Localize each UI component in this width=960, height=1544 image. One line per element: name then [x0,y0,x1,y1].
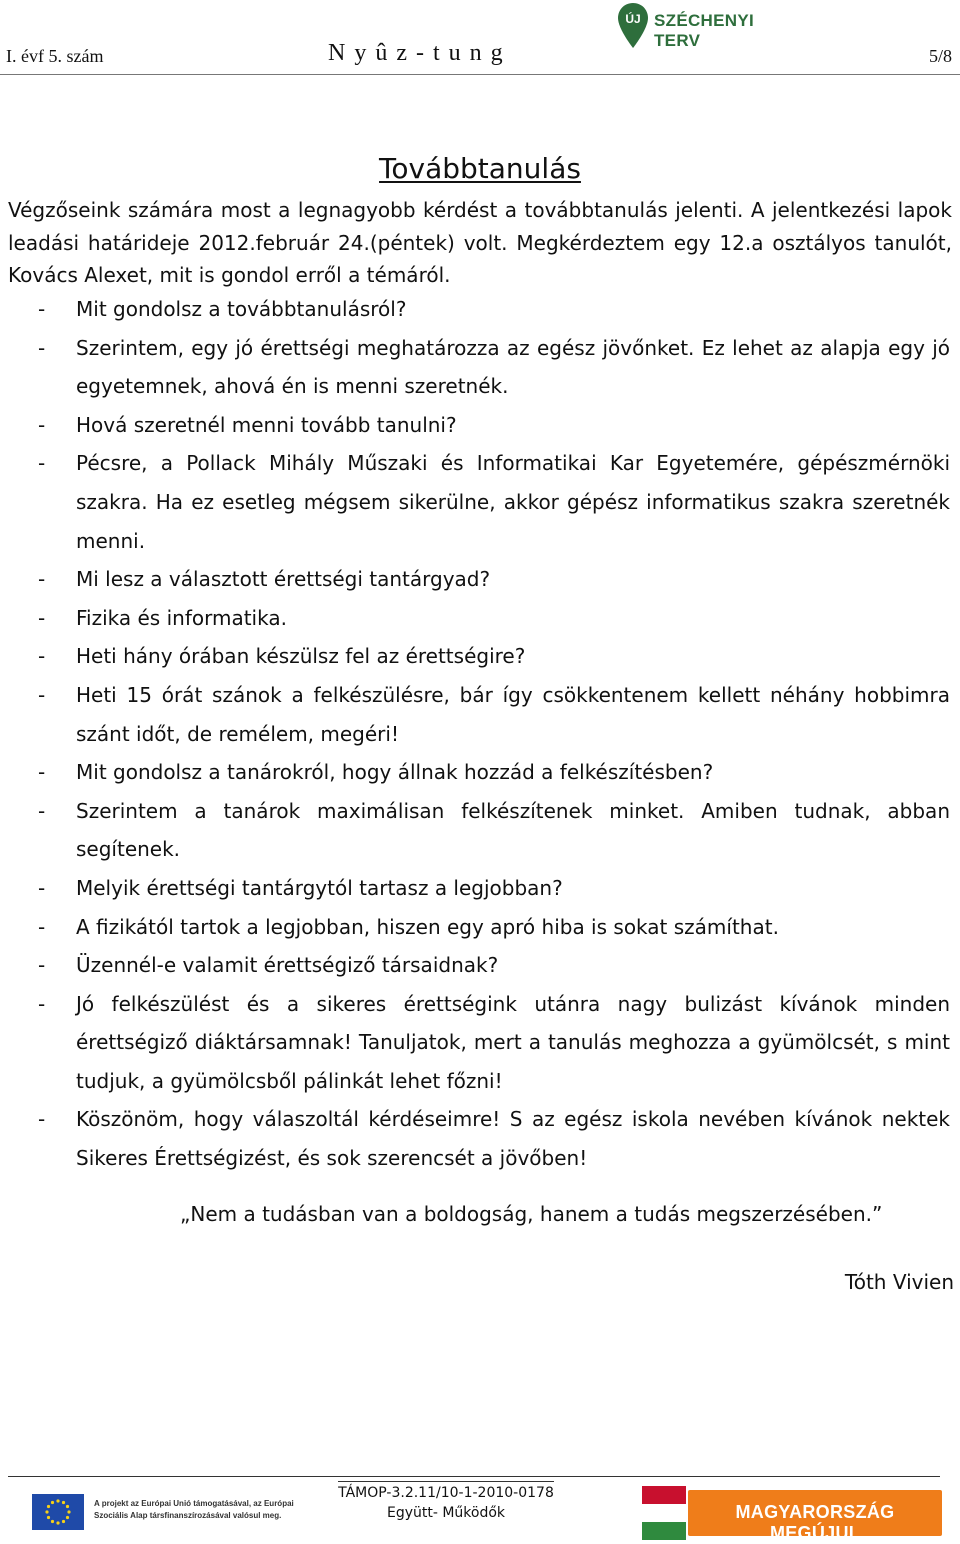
interview-text: A fizikától tartok a legjobban, hiszen egy apró hiba is sokat számíthat. [76,914,779,939]
interview-text: Mit gondolsz a tanárokról, hogy állnak hozzád a felkészítésben? [76,760,714,785]
interview-text: Mi lesz a választott érettségi tantárgyad? [76,567,491,592]
interview-line [38,869,950,908]
magazine-title: Nyûz-tung [328,40,512,66]
dash-marker: - [38,1107,46,1132]
interview-text: Pécsre, a Pollack Mihály Műszaki és Informatikai Kar Egyetemére, gépészmérnöki szakra. Ha ez esetleg mégsem sikerülne, akkor gépész informatikus szakra szeretnék menni. [76,451,950,553]
interview-line [38,1100,950,1177]
interview-line [38,908,950,947]
project-code: TÁMOP-3.2.11/10-1-2010-0178 [338,1485,554,1501]
eu-funding-line: A projekt az Európai Unió támogatásával, az Európai [94,1499,294,1508]
interview-text: Hová szeretnél menni tovább tanulni? [76,412,457,437]
page-number: 5/8 [928,46,952,66]
interview-line [38,560,950,599]
eu-flag-icon [32,1494,84,1530]
interview-line [38,406,950,445]
interview-line [38,753,950,792]
project-subtitle: Együtt- Működők [386,1505,506,1521]
szechenyi-terv-logo [614,2,784,54]
interview-line [38,599,950,638]
dash-marker: - [38,335,46,360]
footer-divider [8,1476,940,1477]
interview-line [38,329,950,406]
interview-line [38,444,950,560]
article-author: Tóth Vivien [844,1270,954,1294]
dash-marker: - [38,760,46,785]
eu-funding-logo [32,1488,332,1534]
interview-text: Üzennél-e valamit érettségiző társaidnak? [76,953,499,978]
interview-text: Fizika és informatika. [76,605,287,630]
eu-funding-line: Szociális Alap társfinanszírozásával valósul meg. [94,1511,282,1520]
interview-list [38,290,950,1178]
dash-marker: - [38,605,46,630]
dash-marker: - [38,953,46,978]
article-intro: Végzőseink számára most a legnagyobb kérdést a továbbtanulás jelenti. A jelentkezési lapok leadási határideje 2012.február 24.(péntek) volt. Megkérdeztem egy 12.a osztályos tanulót, Kovács Alexet, mit is gondol erről a témáról. [8,198,952,287]
logo-badge-text: ÚJ [625,12,641,26]
footer-code-divider [338,1481,554,1482]
header-divider [0,74,960,75]
interview-line [38,946,950,985]
dash-marker: - [38,297,46,321]
dash-marker: - [38,682,46,707]
interview-text: Heti 15 órát szánok a felkészülésre, bár így csökkentenem kellett néhány hobbimra szánt időt, de remélem, megéri! [76,682,950,746]
interview-line [38,290,950,329]
dash-marker: - [38,644,46,669]
hungarian-flag-icon [642,1486,686,1540]
dash-marker: - [38,875,46,900]
dash-marker: - [38,567,46,592]
banner-box [688,1490,942,1543]
dash-marker: - [38,451,46,476]
magyarorszag-megujul-logo [642,1486,942,1543]
dash-marker: - [38,991,46,1016]
interview-text: Jó felkészülést és a sikeres érettségink utánra nagy bulizást kívánok minden érettségiző diáktársamnak! Tanuljatok, mert a tanulás meghozza a gyümölcsét, s mint tudjuk, a gyümölcsből pálinkát lehet főzni! [76,991,950,1093]
interview-line [38,792,950,869]
interview-text: Heti hány órában készülsz fel az érettségire? [76,644,526,669]
interview-text: Szerintem, egy jó érettségi meghatározza az egész jövőnket. Ez lehet az alapja egy jó egyetemnek, ahová én is menni szeretnék. [76,335,950,399]
interview-line [38,676,950,753]
eu-funding-text [94,1498,294,1522]
dash-marker: - [38,798,46,823]
article-title: Továbbtanulás [379,152,581,185]
szechenyi-terv-text: SZÉCHENYI TERV [654,11,754,50]
interview-line [38,985,950,1101]
interview-line [38,637,950,676]
closing-quote: „Nem a tudásban van a boldogság, hanem a tudás megszerzésében.” [180,1202,883,1226]
dash-marker: - [38,914,46,939]
interview-text: Szerintem a tanárok maximálisan felkészítenek minket. Amiben tudnak, abban segítenek. [76,798,950,862]
dash-marker: - [38,412,46,437]
interview-text: Köszönöm, hogy válaszoltál kérdéseimre! S az egész iskola nevében kívánok nektek Sikeres Érettségizést, és sok szerencsét a jövőben! [76,1107,950,1171]
interview-text: Melyik érettségi tantárgytól tartasz a legjobban? [76,875,563,900]
banner-text: MAGYARORSZÁG MEGÚJUL [735,1502,895,1543]
interview-text: Mit gondolsz a továbbtanulásról? [76,297,407,321]
issue-label: I. évf 5. szám [6,46,104,66]
map-pin-icon [616,2,650,50]
